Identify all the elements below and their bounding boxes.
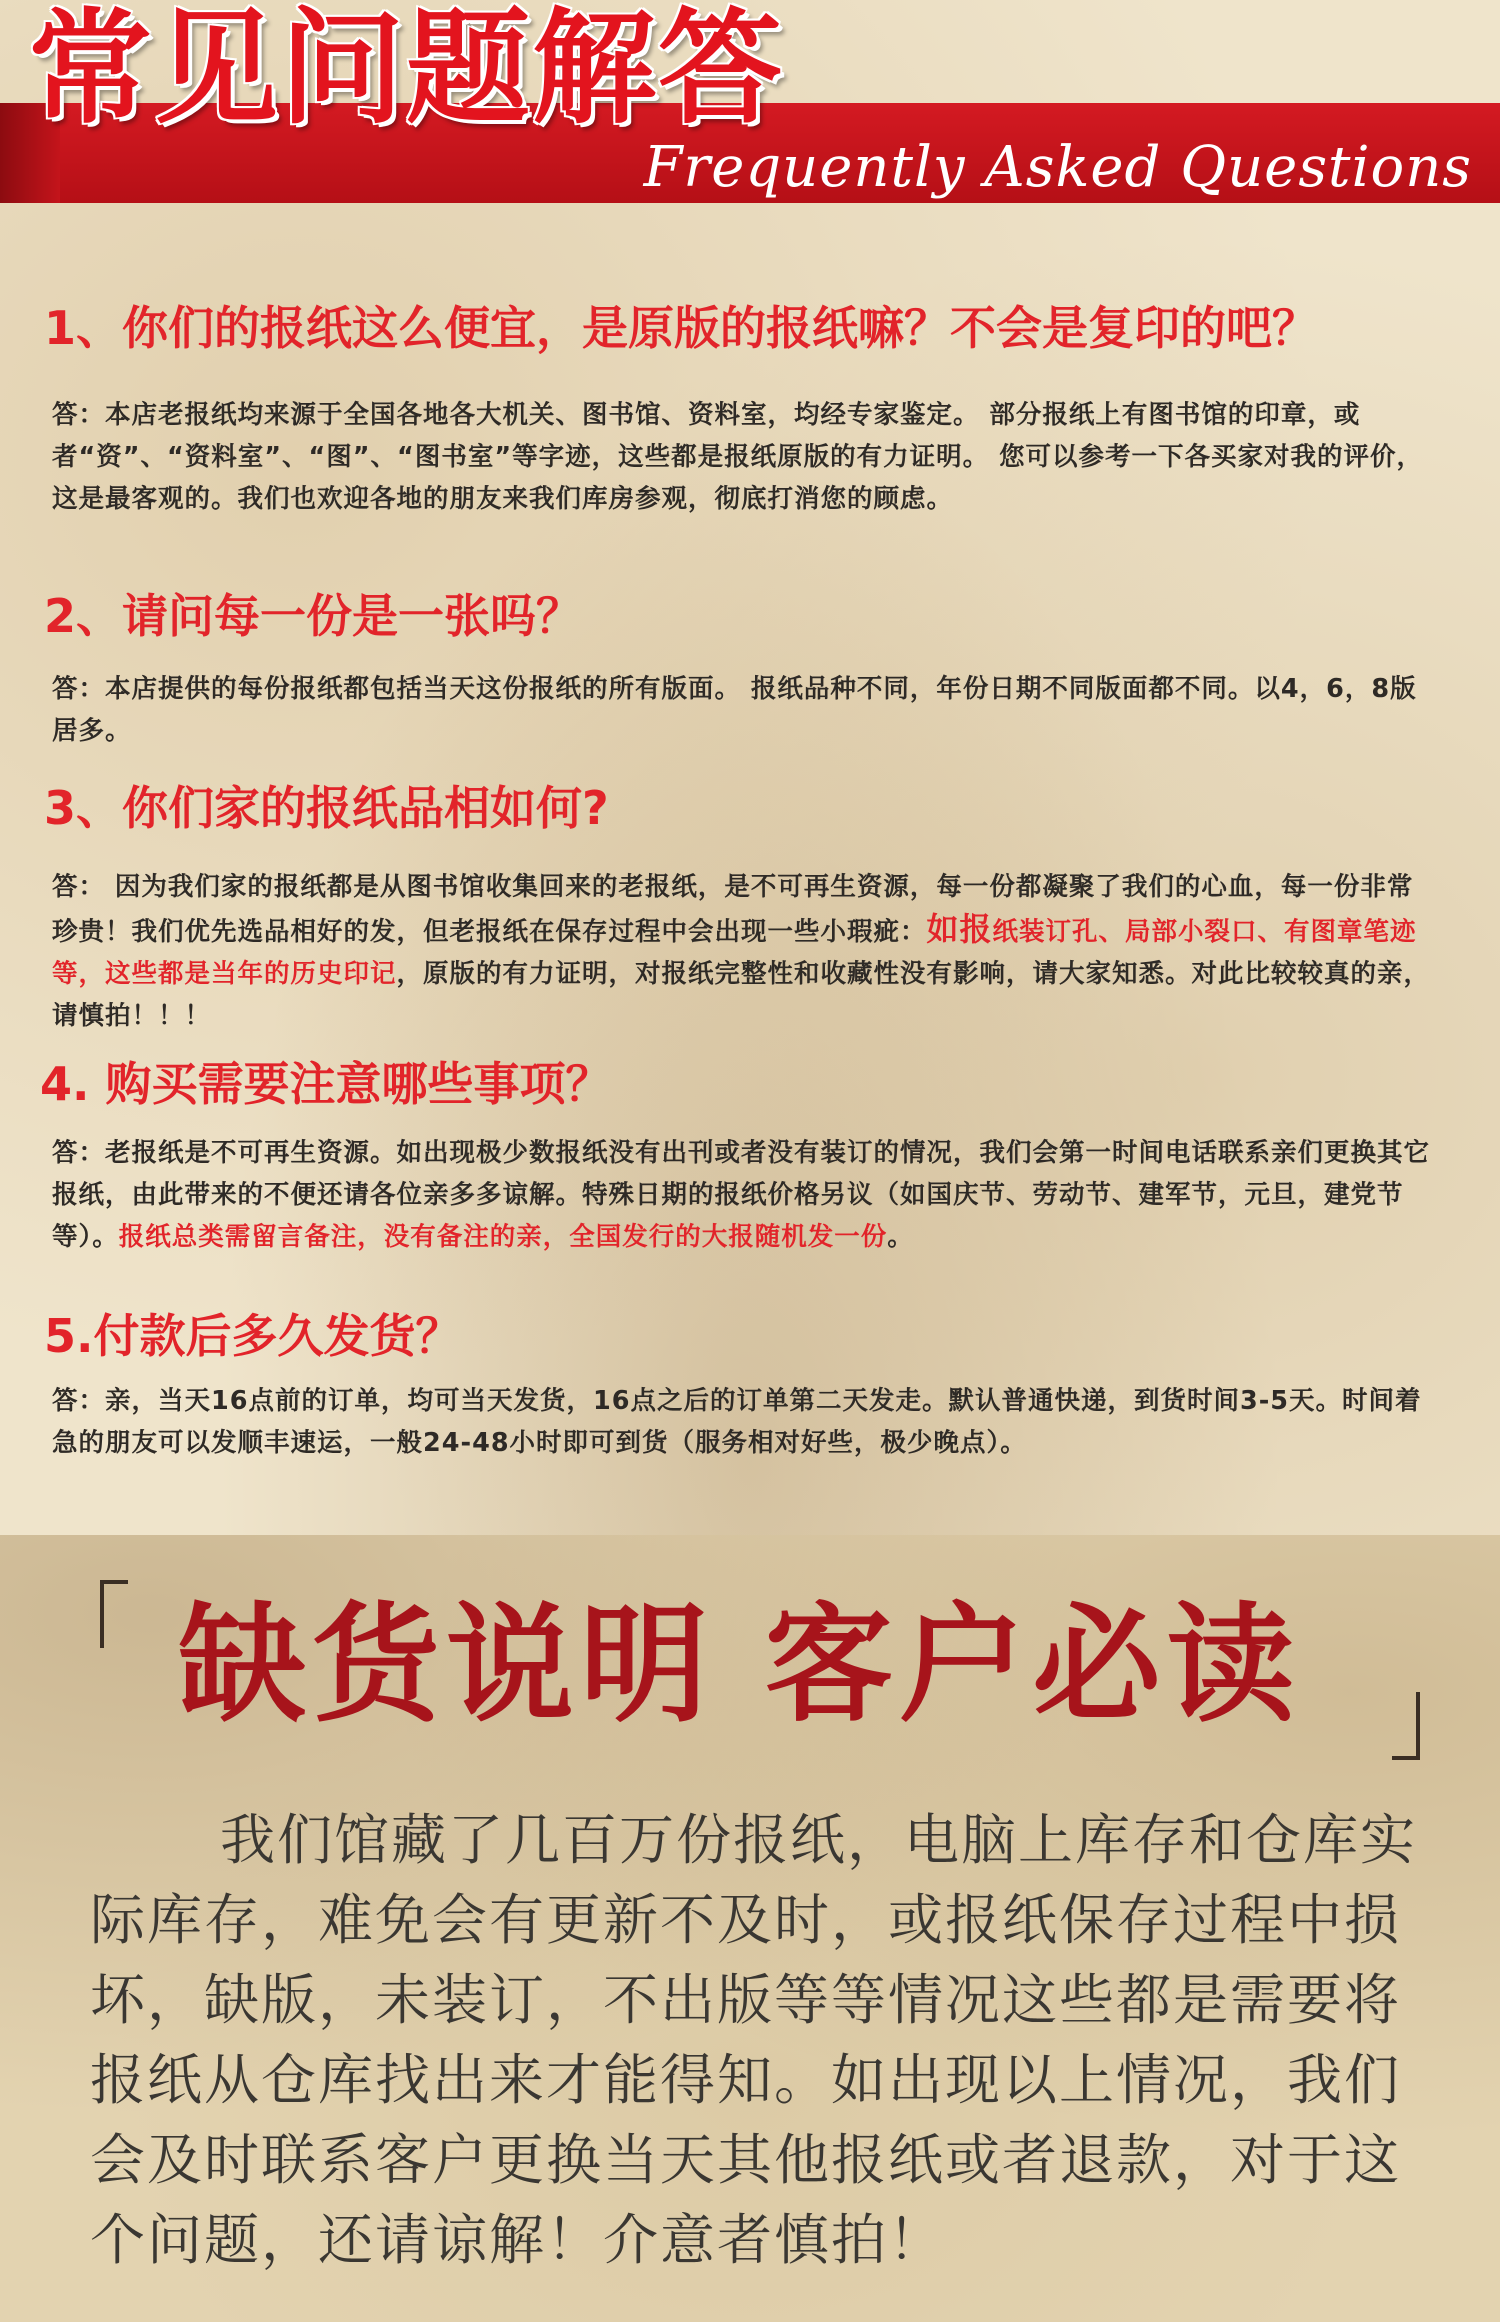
faq-answer-4-text-end: 。 [887,1222,914,1252]
faq-answer-1: 答：本店老报纸均来源于全国各地各大机关、图书馆、资料室，均经专家鉴定。 部分报纸上有图书馆的印章，或者“资”、“资料室”、“图”、“图书室”等字迹，这些都是报纸原版的有力证明。 您可以参考一下各买家对我的评价，这是最客观的。我们也欢迎各地的朋友来我们库房参观，彻底打消您的顾虑。 [52,400,1423,514]
faq-question-4: 4. 购买需要注意哪些事项？ [40,1057,612,1111]
page-title: 常见问题解答 [28,0,785,141]
notice-body [90,1800,1420,2280]
faq-answer-4-text: 答：老报纸是不可再生资源。如出现极少数报纸没有出刊或者没有装订的情况，我们会第一时间电话联系亲们更换其它报纸，由此带来的不便还请各位亲多多谅解。特殊日期的报纸价格另议（如国庆节、劳动节、建军节，元旦，建党节等）。 [52,1138,1431,1252]
notice-heading-frame [100,1580,1420,1760]
faq-answer-3-text-end: ，原版的有力证明，对报纸完整性和收藏性没有影响，请大家知悉。对此比较较真的亲，请慎拍！！！ [52,959,1431,1031]
faq-answer-2: 答：本店提供的每份报纸都包括当天这份报纸的所有版面。 报纸品种不同，年份日期不同版面都不同。以4，6，8版居多。 [52,674,1417,746]
page-subtitle: Frequently Asked Questions [643,135,1472,200]
faq-question-5: 5.付款后多久发货？ [44,1309,462,1363]
faq-question-2: 2、请问每一份是一张吗？ [44,589,583,643]
faq-answer-4 [52,1132,1432,1258]
faq-answer-3-highlight: 纸装订孔、局部小裂口、有图章笔迹等，这些都是当年的历史印记 [52,917,1417,989]
faq-answer-5: 答：亲，当天16点前的订单，均可当天发货，16点之后的订单第二天发走。默认普通快递，到货时间3-5天。时间着急的朋友可以发顺丰速运，一般24-48小时即可到货（服务相对好些，极少晚点）。 [52,1386,1422,1458]
left-corner-bracket [100,1580,128,1648]
faq-answer-4-highlight: 报纸总类需留言备注，没有备注的亲，全国发行的大报随机发一份 [118,1222,888,1252]
faq-question-1: 1、你们的报纸这么便宜，是原版的报纸嘛？不会是复印的吧？ [44,301,1319,355]
right-corner-bracket [1392,1692,1420,1760]
faq-question-3: 3、你们家的报纸品相如何? [44,781,609,835]
faq-answer-3 [52,866,1432,1037]
notice-heading: 缺货说明 客户必读 [178,1590,1301,1740]
notice-body-text: 我们馆藏了几百万份报纸，电脑上库存和仓库实际库存，难免会有更新不及时，或报纸保存过程中损坏，缺版，未装订，不出版等等情况这些都是需要将报纸从仓库找出来才能得知。如出现以上情况，我们会及时联系客户更换当天其他报纸或者退款，对于这个问题，还请谅解！介意者慎拍！ [90,1808,1418,2272]
faq-answer-3-highlight-start: 如报 [926,910,993,948]
faq-answer-3-text: 答： 因为我们家的报纸都是从图书馆收集回来的老报纸，是不可再生资源，每一份都凝聚了我们的心血，每一份非常珍贵！我们优先选品相好的发，但老报纸在保存过程中会出现一些小瑕疵： [52,872,1414,947]
